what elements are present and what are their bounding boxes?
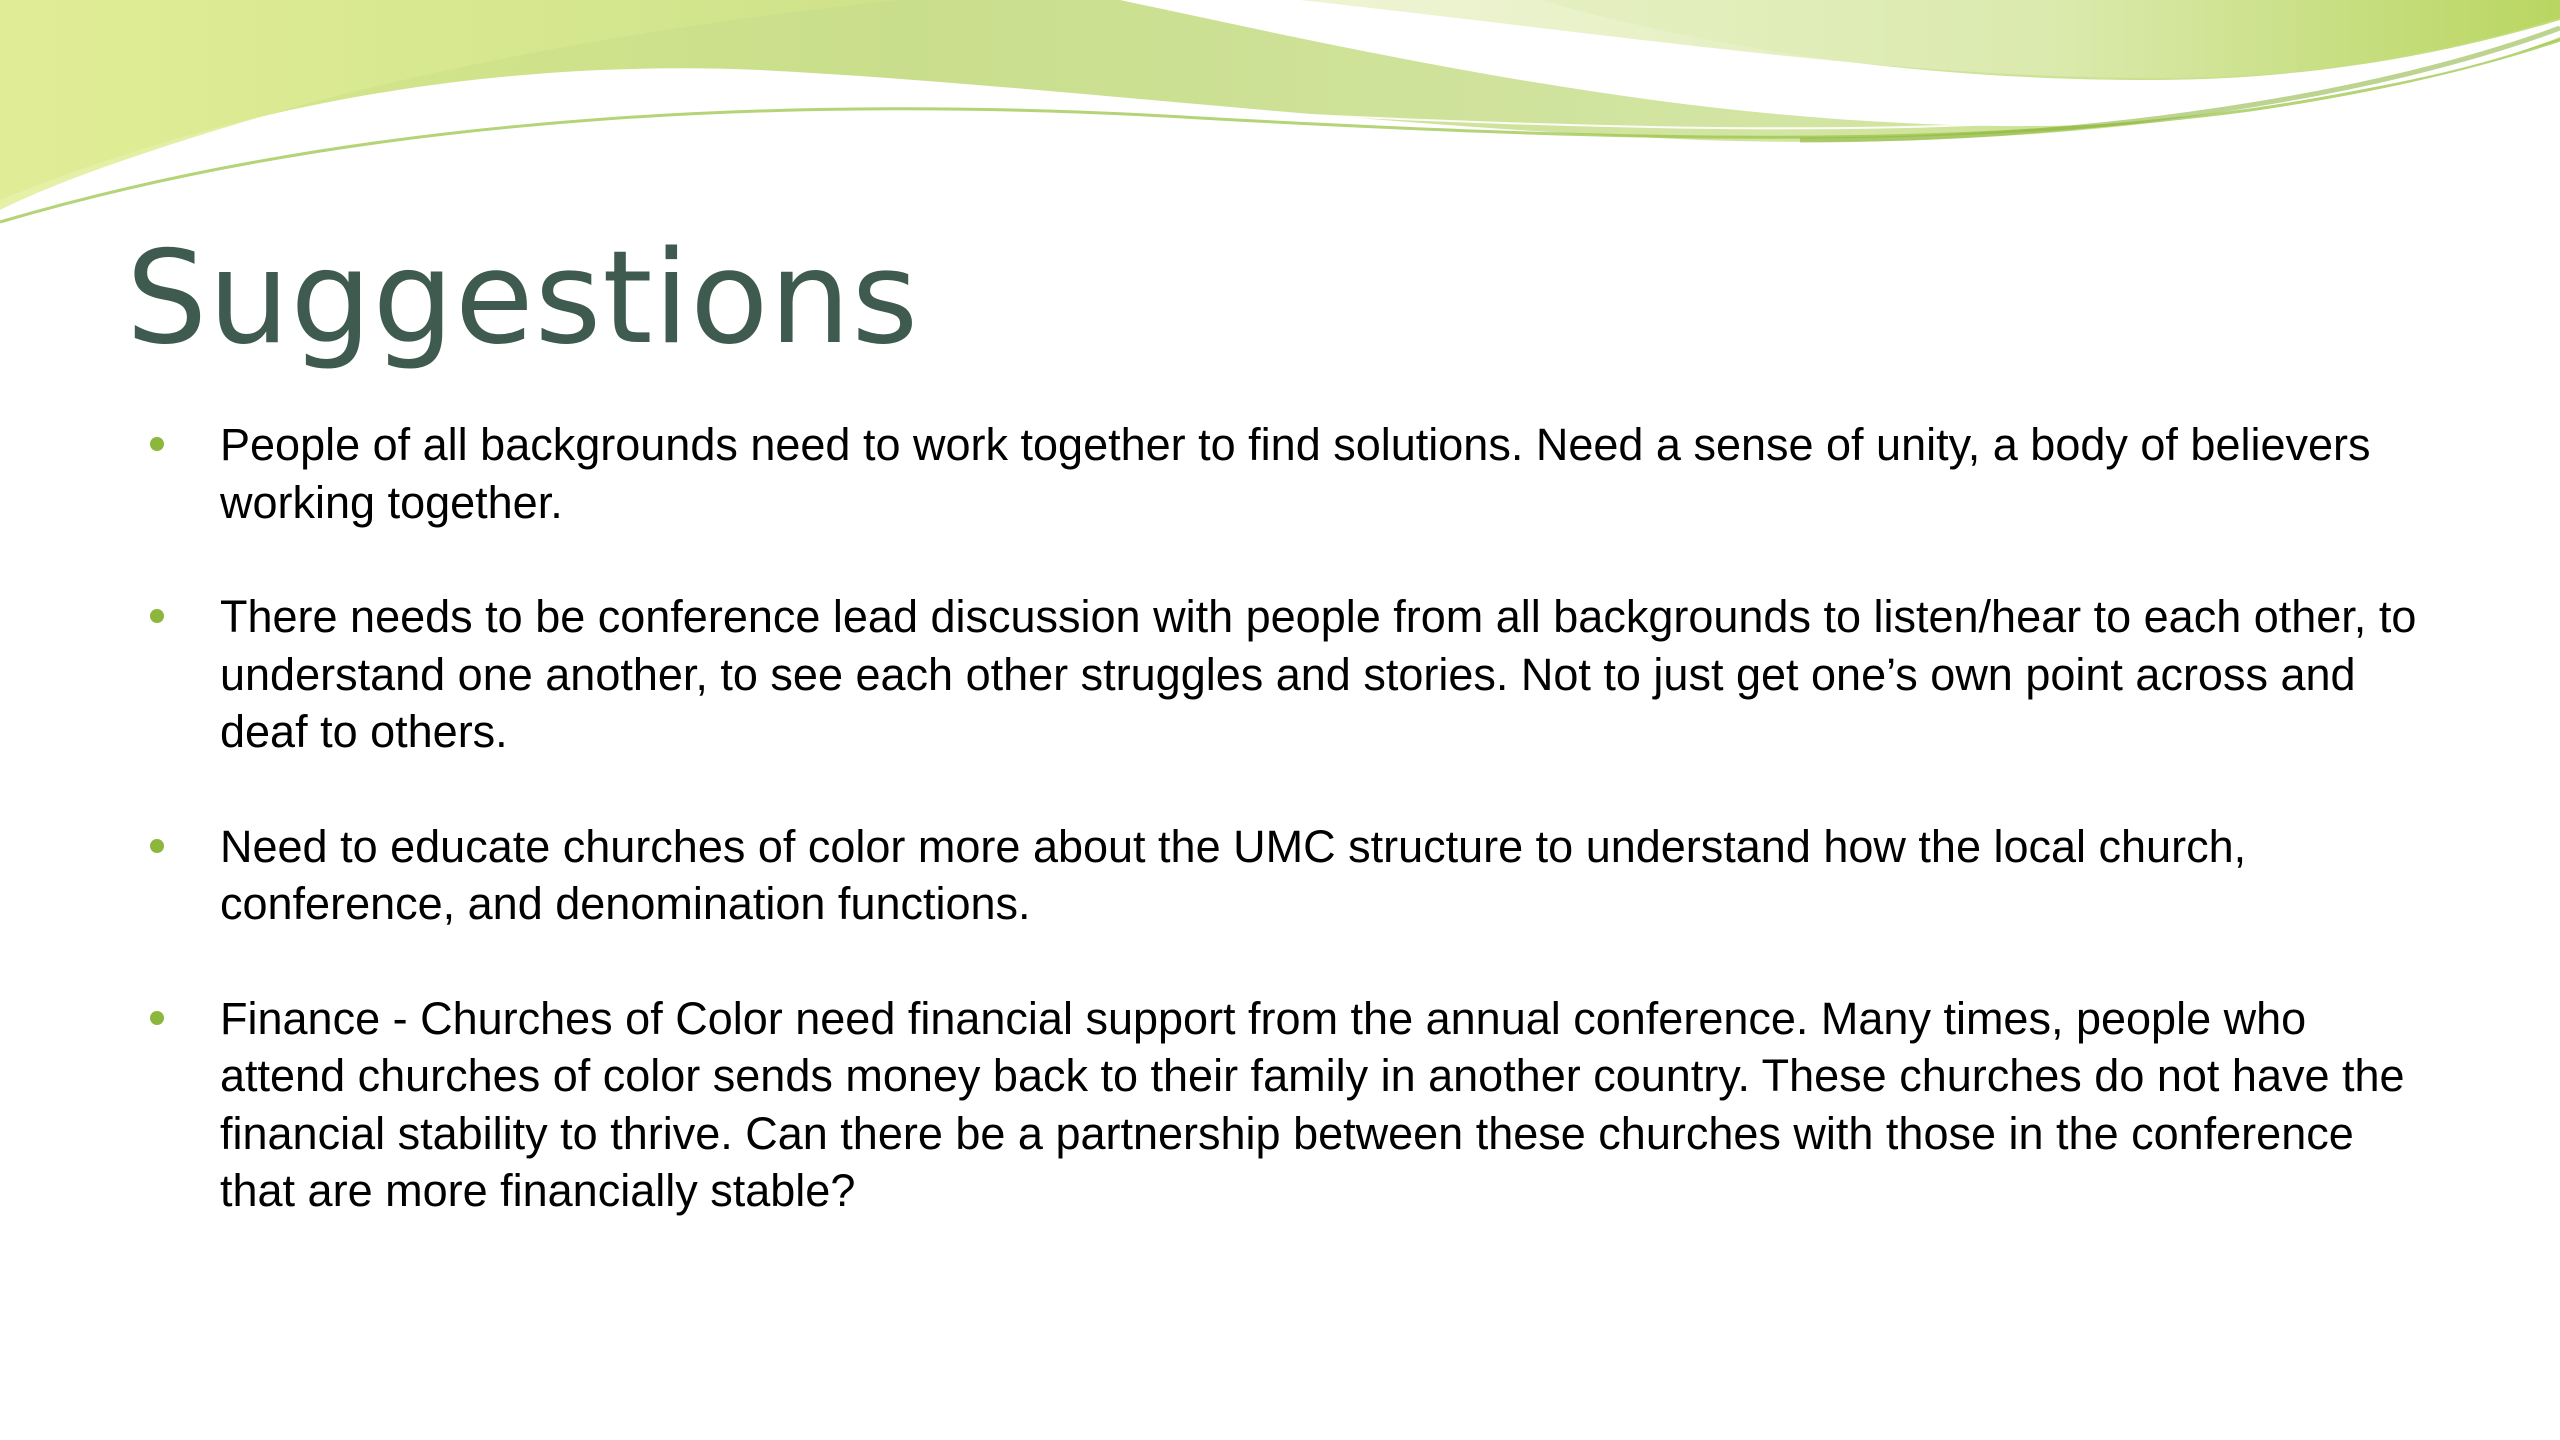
bullet-item: [150, 990, 2440, 1220]
bullet-dot-icon: [150, 839, 164, 853]
bullet-text: Need to educate churches of color more about the UMC structure to understand how the local church, conference, and denomination functions.: [220, 820, 2247, 929]
bullet-item: [150, 588, 2440, 761]
bullet-dot-icon: [150, 1011, 164, 1025]
slide-title: Suggestions: [126, 224, 920, 373]
bullet-item: [150, 818, 2440, 933]
bullet-list: [150, 416, 2440, 1277]
bullet-dot-icon: [150, 437, 164, 451]
bullet-text: Finance - Churches of Color need financial support from the annual conference. Many times, people who attend churches of color sends money back to their family in another country. These churches do not have the financial stability to thrive. Can there be a partnership between these churches with those in the conference that are more financially stable?: [220, 992, 2405, 1216]
bullet-dot-icon: [150, 609, 164, 623]
bullet-text: There needs to be conference lead discussion with people from all backgrounds to listen/hear to each other, to understand one another, to see each other struggles and stories. Not to just get one’s own point across and deaf to others.: [220, 591, 2417, 757]
bullet-text: People of all backgrounds need to work together to find solutions. Need a sense of unity, a body of believers working together.: [220, 419, 2371, 528]
header-swoosh-decoration: [0, 0, 2560, 240]
bullet-item: [150, 416, 2440, 531]
